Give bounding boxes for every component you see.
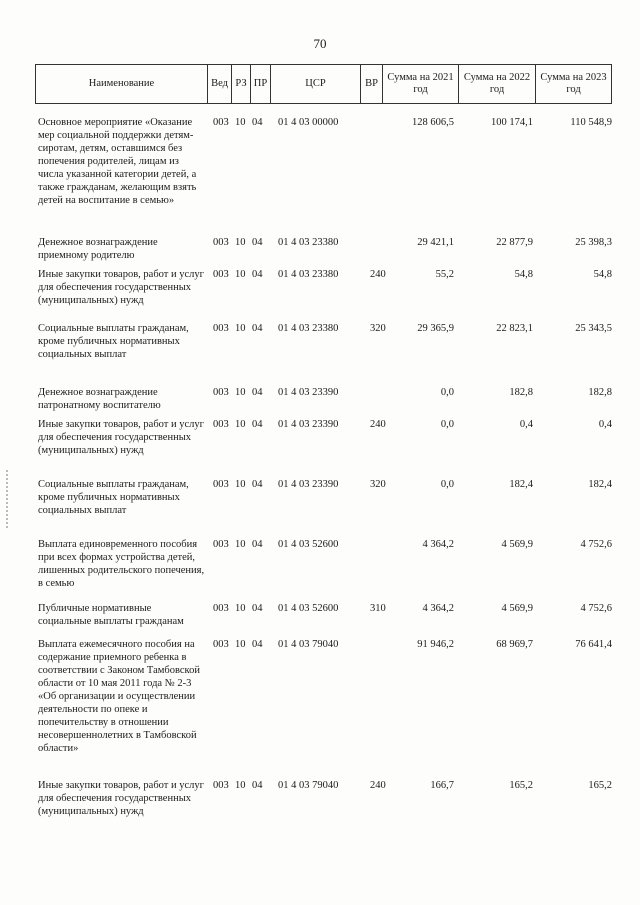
row-name: Основное мероприятие «Оказание мер социальной поддержки детям-сиротам, детям, оставшимся без попечения родителей, лицам из числа указанной категории детей, а также гражданам, желающим взять детей на воспитание в семью» bbox=[38, 117, 197, 206]
row-csr: 01 4 03 79040 bbox=[278, 639, 339, 650]
row-pr: 04 bbox=[252, 269, 263, 280]
row-rz: 10 bbox=[235, 479, 246, 490]
row-sum-2023: 4 752,6 bbox=[580, 539, 612, 550]
row-sum-2022: 0,4 bbox=[519, 419, 533, 430]
row-name: Социальные выплаты гражданам, кроме публичных нормативных социальных выплат bbox=[38, 479, 189, 516]
row-sum-2022: 22 823,1 bbox=[496, 323, 533, 334]
row-rz: 10 bbox=[235, 639, 246, 650]
row-sum-2022: 4 569,9 bbox=[501, 603, 533, 614]
row-sum-2021: 0,0 bbox=[440, 479, 454, 490]
row-codes bbox=[213, 268, 403, 281]
row-ved: 003 bbox=[213, 603, 229, 614]
row-pr: 04 bbox=[252, 479, 263, 490]
row-sum-2022: 54,8 bbox=[514, 269, 533, 280]
row-codes bbox=[213, 116, 403, 129]
row-pr: 04 bbox=[252, 539, 263, 550]
row-sum-2021: 0,0 bbox=[440, 419, 454, 430]
row-sum-2022: 182,4 bbox=[509, 479, 533, 490]
row-vr: 240 bbox=[370, 419, 386, 430]
row-pr: 04 bbox=[252, 387, 263, 398]
row-sum-2022: 68 969,7 bbox=[496, 639, 533, 650]
page-number: 70 bbox=[313, 36, 327, 51]
row-sum-2023: 54,8 bbox=[593, 269, 612, 280]
row-name: Социальные выплаты гражданам, кроме публичных нормативных социальных выплат bbox=[38, 323, 189, 360]
row-csr: 01 4 03 23380 bbox=[278, 323, 339, 334]
row-vr: 240 bbox=[370, 269, 386, 280]
header-vr: ВР bbox=[361, 65, 383, 103]
row-sum-2021: 128 606,5 bbox=[412, 117, 454, 128]
row-sum-2022: 22 877,9 bbox=[496, 237, 533, 248]
row-csr: 01 4 03 52600 bbox=[278, 539, 339, 550]
row-sum-2023: 4 752,6 bbox=[580, 603, 612, 614]
row-ved: 003 bbox=[213, 117, 229, 128]
row-codes bbox=[213, 602, 403, 615]
row-vr: 240 bbox=[370, 780, 386, 791]
row-csr: 01 4 03 52600 bbox=[278, 603, 339, 614]
row-pr: 04 bbox=[252, 603, 263, 614]
row-name: Иные закупки товаров, работ и услуг для обеспечения государственных (муниципальных) нужд bbox=[38, 780, 204, 817]
row-csr: 01 4 03 23380 bbox=[278, 237, 339, 248]
row-name: Иные закупки товаров, работ и услуг для обеспечения государственных (муниципальных) нужд bbox=[38, 419, 204, 456]
row-sum-2022: 165,2 bbox=[509, 780, 533, 791]
row-rz: 10 bbox=[235, 780, 246, 791]
row-sum-2023: 182,4 bbox=[588, 479, 612, 490]
row-ved: 003 bbox=[213, 237, 229, 248]
row-rz: 10 bbox=[235, 323, 246, 334]
row-name: Денежное вознаграждение патронатному воспитателю bbox=[38, 387, 161, 411]
row-codes bbox=[213, 478, 403, 491]
header-ved: Вед bbox=[208, 65, 232, 103]
row-codes bbox=[213, 538, 403, 551]
header-csr: ЦСР bbox=[271, 65, 361, 103]
row-codes bbox=[213, 386, 403, 399]
table-header bbox=[35, 64, 612, 104]
row-ved: 003 bbox=[213, 269, 229, 280]
header-rz: РЗ bbox=[232, 65, 251, 103]
row-sum-2021: 4 364,2 bbox=[422, 603, 454, 614]
row-vr: 320 bbox=[370, 323, 386, 334]
row-sum-2021: 55,2 bbox=[435, 269, 454, 280]
row-sum-2023: 182,8 bbox=[588, 387, 612, 398]
row-codes bbox=[213, 418, 403, 431]
row-ved: 003 bbox=[213, 323, 229, 334]
row-vr: 310 bbox=[370, 603, 386, 614]
row-rz: 10 bbox=[235, 117, 246, 128]
row-sum-2021: 166,7 bbox=[430, 780, 454, 791]
row-csr: 01 4 03 23390 bbox=[278, 419, 339, 430]
row-csr: 01 4 03 79040 bbox=[278, 780, 339, 791]
row-sum-2022: 182,8 bbox=[509, 387, 533, 398]
row-sum-2021: 29 421,1 bbox=[417, 237, 454, 248]
row-pr: 04 bbox=[252, 117, 263, 128]
row-sum-2021: 0,0 bbox=[440, 387, 454, 398]
row-csr: 01 4 03 23390 bbox=[278, 479, 339, 490]
row-pr: 04 bbox=[252, 780, 263, 791]
row-name: Денежное вознаграждение приемному родителю bbox=[38, 237, 158, 261]
row-rz: 10 bbox=[235, 539, 246, 550]
scan-margin-mark bbox=[6, 470, 8, 530]
row-csr: 01 4 03 23380 bbox=[278, 269, 339, 280]
row-ved: 003 bbox=[213, 639, 229, 650]
row-ved: 003 bbox=[213, 539, 229, 550]
header-sum-2022: Сумма на 2022 год bbox=[459, 65, 536, 103]
row-rz: 10 bbox=[235, 419, 246, 430]
row-codes bbox=[213, 236, 403, 249]
row-sum-2021: 91 946,2 bbox=[417, 639, 454, 650]
row-sum-2022: 4 569,9 bbox=[501, 539, 533, 550]
row-name: Выплата ежемесячного пособия на содержание приемного ребенка в соответствии с Законом Тамбовской области от 10 мая 2011 года № 2-3 «Об организации и осуществлении деятельности по опеке и попечительству в отношении несовершеннолетних в Тамбовской области» bbox=[38, 639, 200, 754]
row-sum-2023: 25 398,3 bbox=[575, 237, 612, 248]
row-rz: 10 bbox=[235, 603, 246, 614]
header-sum-2023: Сумма на 2023 год bbox=[540, 71, 607, 95]
row-name: Публичные нормативные социальные выплаты гражданам bbox=[38, 603, 184, 627]
row-rz: 10 bbox=[235, 269, 246, 280]
row-sum-2021: 29 365,9 bbox=[417, 323, 454, 334]
row-sum-2023: 25 343,5 bbox=[575, 323, 612, 334]
row-sum-2021: 4 364,2 bbox=[422, 539, 454, 550]
row-sum-2023: 0,4 bbox=[598, 419, 612, 430]
row-sum-2023: 110 548,9 bbox=[570, 117, 612, 128]
row-csr: 01 4 03 23390 bbox=[278, 387, 339, 398]
row-vr: 320 bbox=[370, 479, 386, 490]
row-sum-2023: 76 641,4 bbox=[575, 639, 612, 650]
row-rz: 10 bbox=[235, 387, 246, 398]
row-name: Иные закупки товаров, работ и услуг для обеспечения государственных (муниципальных) нужд bbox=[38, 269, 204, 306]
row-ved: 003 bbox=[213, 387, 229, 398]
header-name: Наименование bbox=[36, 65, 208, 103]
header-sum-2021: Сумма на 2021 год bbox=[383, 65, 459, 103]
row-codes bbox=[213, 638, 403, 651]
header-pr: ПР bbox=[251, 65, 271, 103]
row-pr: 04 bbox=[252, 323, 263, 334]
row-pr: 04 bbox=[252, 237, 263, 248]
row-sum-2023: 165,2 bbox=[588, 780, 612, 791]
row-pr: 04 bbox=[252, 419, 263, 430]
row-ved: 003 bbox=[213, 780, 229, 791]
row-codes bbox=[213, 322, 403, 335]
row-name: Выплата единовременного пособия при всех формах устройства детей, лишенных родительского попечения, в семью bbox=[38, 539, 205, 589]
row-rz: 10 bbox=[235, 237, 246, 248]
row-ved: 003 bbox=[213, 419, 229, 430]
row-pr: 04 bbox=[252, 639, 263, 650]
row-codes bbox=[213, 779, 403, 792]
row-csr: 01 4 03 00000 bbox=[278, 117, 339, 128]
row-ved: 003 bbox=[213, 479, 229, 490]
row-sum-2022: 100 174,1 bbox=[491, 117, 533, 128]
